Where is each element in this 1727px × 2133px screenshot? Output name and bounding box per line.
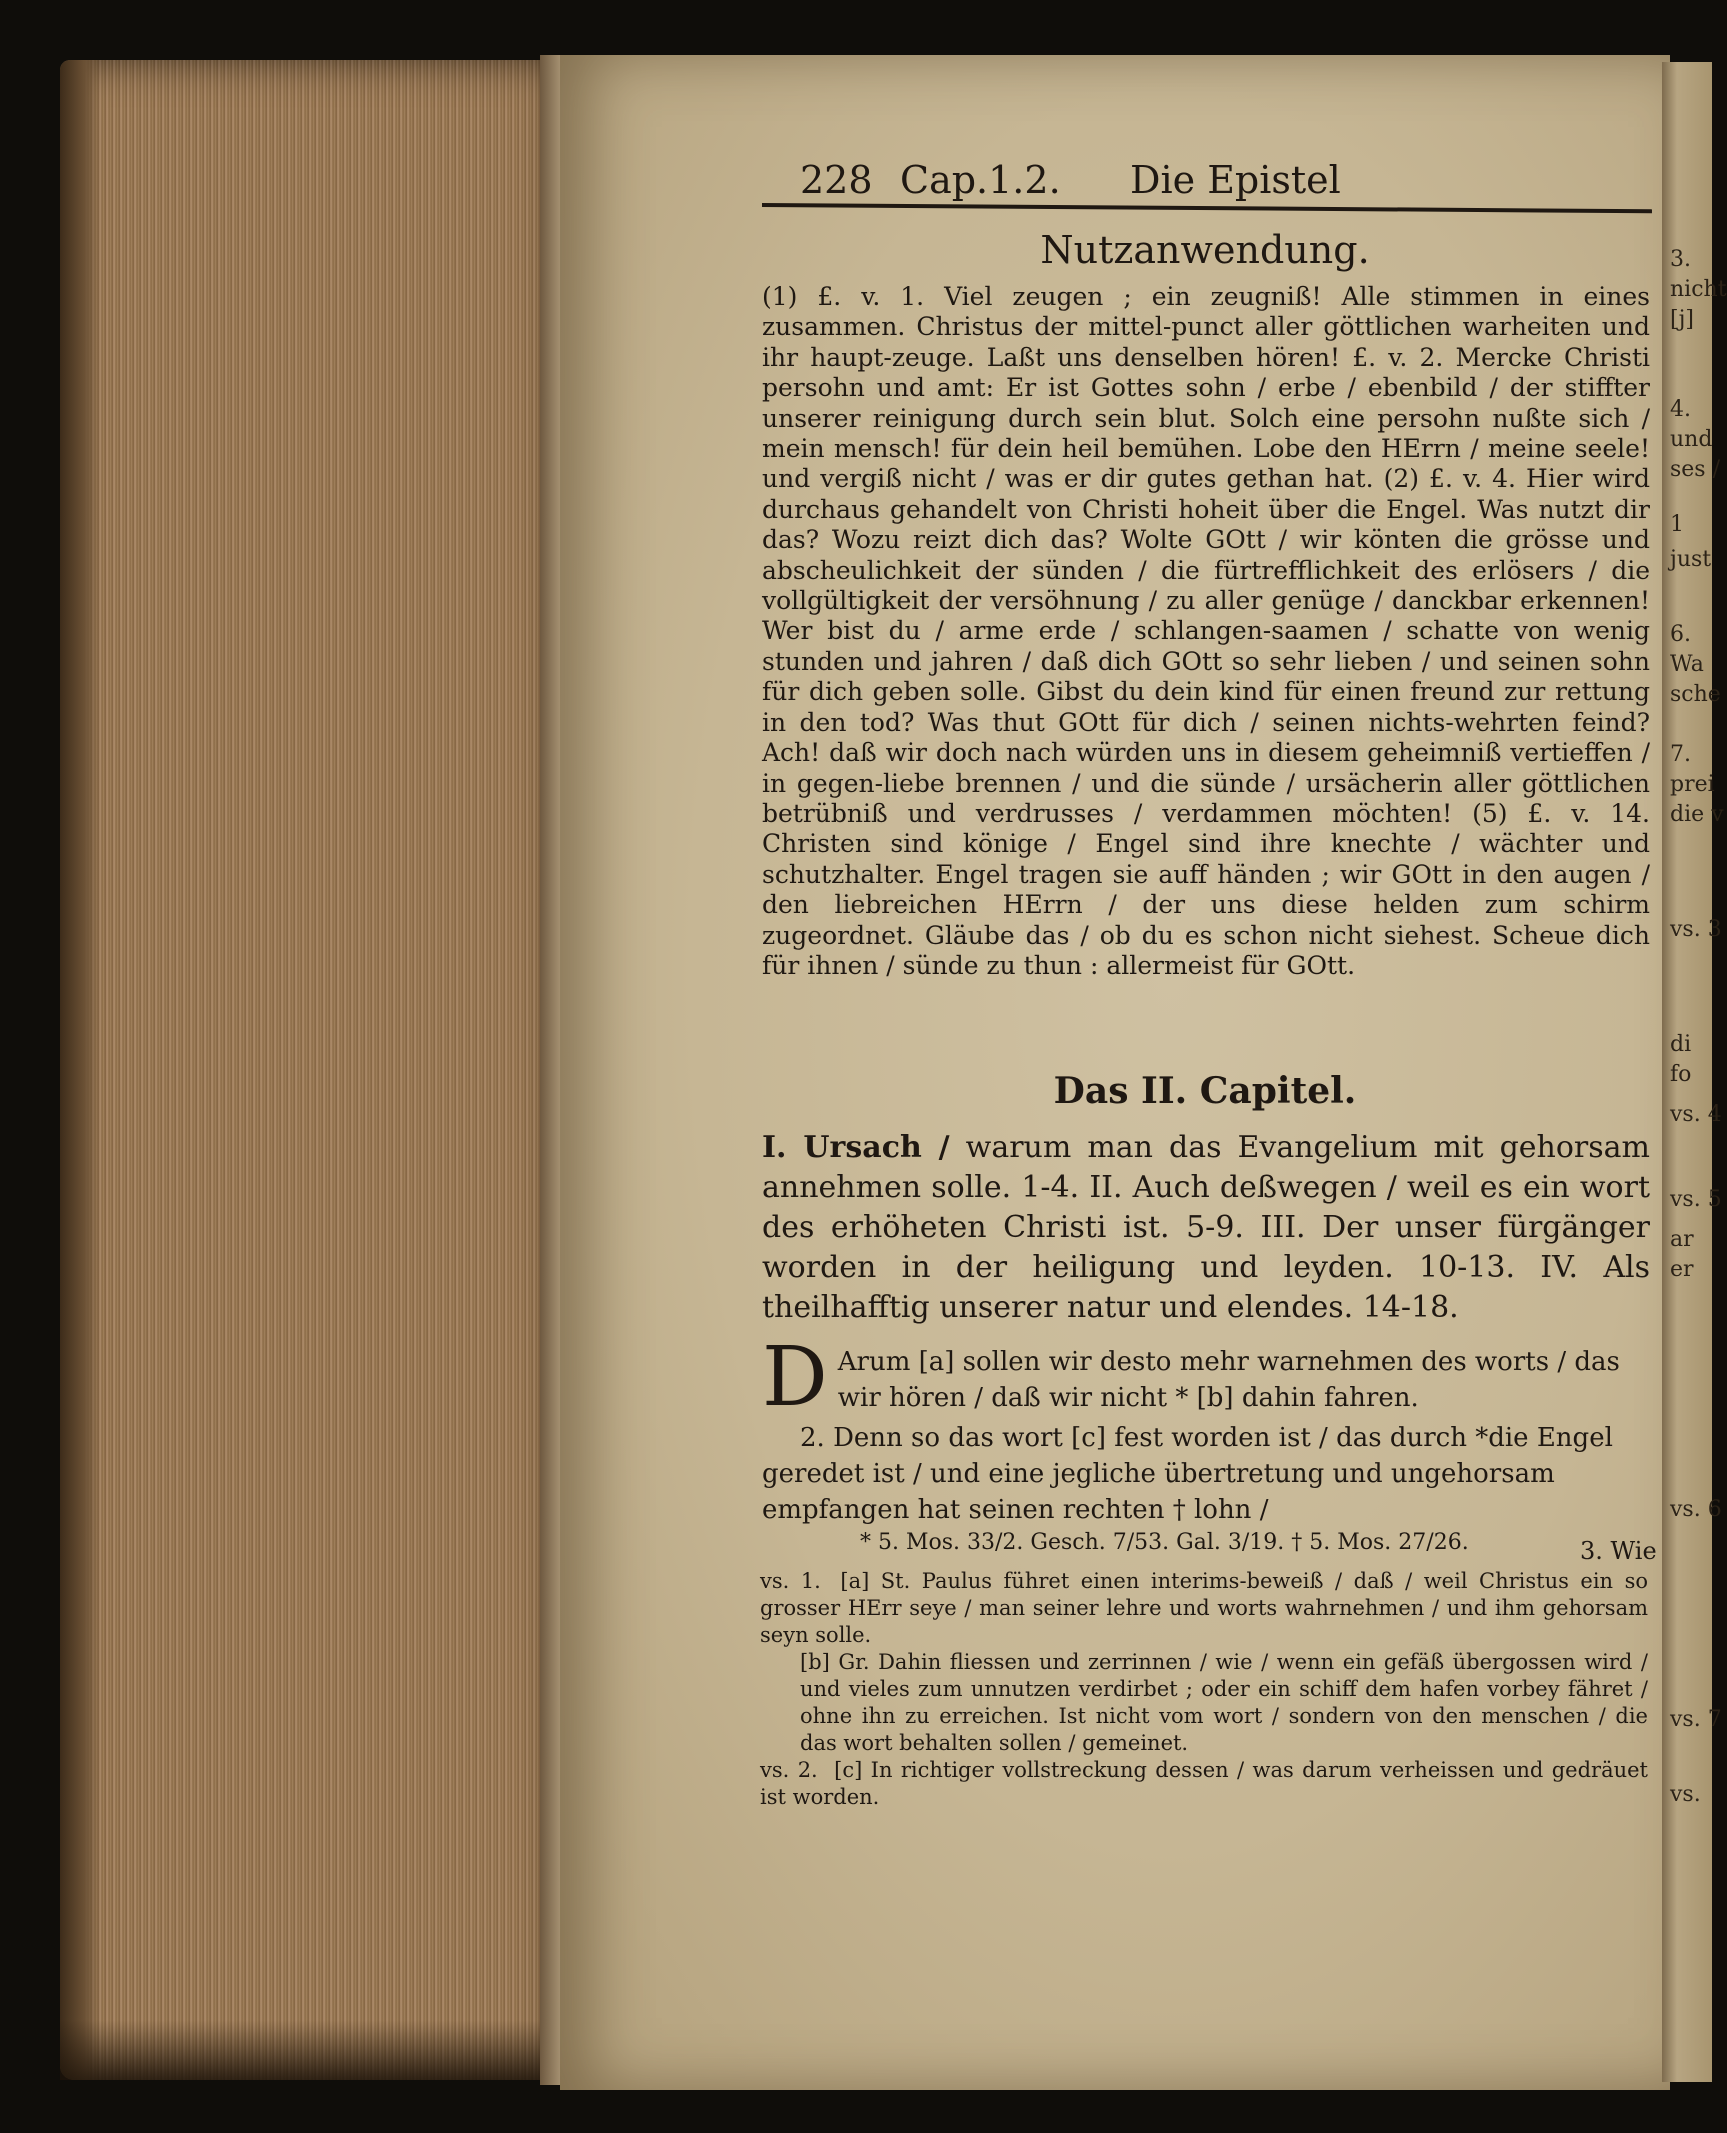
next-page-fragment: vs. 6 xyxy=(1670,1497,1722,1522)
next-page-fragment: vs. 5 xyxy=(1670,1187,1722,1212)
next-page-fragment: ar xyxy=(1670,1227,1694,1252)
next-page-fragment: vs. 7 xyxy=(1670,1707,1722,1732)
section-title: Nutzanwendung. xyxy=(1040,228,1370,272)
chapter-title: Das II. Capitel. xyxy=(1053,1070,1357,1112)
next-page-fragment: 3. xyxy=(1670,247,1691,272)
application-paragraph: (1) £. v. 1. Viel zeugen ; ein zeugniß! Alle stimmen in eines zusammen. Christus der mittel-punct aller göttlichen warheiten und ihr haupt-zeuge. Laßt uns denselben hören! £. v. 2. Mercke Christi persohn und amt: Er ist Gottes sohn / erbe / ebenbild / der stiffter unserer reinigung durch sein blut. Solch eine persohn nußte sich / mein mensch! für dein heil bemühen. Lobe den HErrn / meine seele! und vergiß nicht / was er dir gutes gethan hat. (2) £. v. 4. Hier wird durchaus gehandelt von Christi hoheit über die Engel. Was nutzt dir das? Wozu reizt dich das? Wolte GOtt / wir könten die grösse und abscheulichkeit der sünden / die fürtrefflichkeit des erlösers / die vollgültigkeit der versöhnung / zu aller genüge / danckbar erkennen! Wer bist du / arme erde / schlangen-saamen / schatte von wenig stunden und jahren / daß dich GOtt so sehr lieben / und seinen sohn für dich geben solle. Gibst du dein kind für einen freund zur rettung in den tod? Was thut GOtt für dich / seinen nichts-wehrten feind? Ach! daß wir doch nach würden uns in diesem geheimniß vertieffen / in gegen-liebe brennen / und die sünde / ursächerin aller göttlichen betrübniß und verdrusses / verdammen möchten! (5) £. v. 14. Christen sind könige / Engel sind ihre knechte / wächter und schutzhalter. Engel tragen sie auff händen ; wir GOtt in den augen / den liebreichen HErrn / der uns diese helden zum schirm zugeordnet. Gläube das / ob du es schon nicht siehest. Scheue dich für ihnen / sünde zu thun : allermeist für GOtt. xyxy=(762,282,1650,980)
footnotes xyxy=(760,1568,1648,1811)
next-page-fragment: 6. xyxy=(1670,622,1691,647)
page-number: 228 xyxy=(800,158,873,202)
next-page-fragment: vs. xyxy=(1670,1782,1701,1807)
footnote-text: [a] St. Paulus führet einen interims-beweiß / daß / weil Christus ein so grosser HErr seye / man seiner lehre und worts wahrnehmen / und ihm gehorsam seyn solle. xyxy=(760,1569,1648,1647)
book-page-edges xyxy=(60,60,560,2080)
next-page-fragment: just xyxy=(1670,547,1712,572)
next-page-fragment: 1 xyxy=(1670,512,1684,537)
next-page-fragment: fo xyxy=(1670,1062,1692,1087)
footnote xyxy=(760,1649,1648,1757)
next-page-fragment: ses / xyxy=(1670,457,1721,482)
next-page-fragment: vs. 3 xyxy=(1670,917,1722,942)
summary-lead: I. Ursach / xyxy=(762,1130,950,1165)
verse-1-text: Arum [a] sollen wir desto mehr warnehmen des worts / das wir hören / daß wir nicht * [b] dahin fahren. xyxy=(837,1347,1620,1413)
next-page-fragment: 7. xyxy=(1670,742,1691,767)
next-page-sliver xyxy=(1662,62,1727,2082)
verse-1 xyxy=(762,1330,1650,1425)
running-title: Die Epistel xyxy=(1130,158,1341,202)
next-page-fragment: 4. xyxy=(1670,397,1691,422)
next-page-fragment: die v xyxy=(1670,802,1724,827)
footnote xyxy=(760,1757,1648,1811)
summary-text: warum man das Evangelium mit gehorsam annehmen solle. 1-4. II. Auch deßwegen / weil es ein wort des erhöheten Christi ist. 5-9. III. Der unser fürgänger worden in der heiligung und leyden. 10-13. IV. Als theilhafftig unserer natur und elendes. 14-18. xyxy=(762,1130,1650,1325)
next-page-fragment: prei xyxy=(1670,772,1715,797)
cross-references: * 5. Mos. 33/2. Gesch. 7/53. Gal. 3/19. † 5. Mos. 27/26. xyxy=(860,1530,1469,1555)
chapter-reference: Cap.1.2. xyxy=(900,158,1061,202)
next-page-fragment: [j] xyxy=(1670,307,1694,332)
drop-cap: D xyxy=(762,1330,828,1425)
catchword: 3. Wie xyxy=(1580,1537,1657,1565)
footnote-verse-ref: vs. 1. xyxy=(760,1569,821,1593)
next-page-fragment: nicht xyxy=(1670,277,1727,302)
footnote-text: [c] In richtiger vollstreckung dessen / was darum verheissen und gedräuet ist worden. xyxy=(760,1758,1648,1809)
next-page-fragment: Wa xyxy=(1670,652,1704,677)
footnote-text: [b] Gr. Dahin fliessen und zerrinnen / wie / wenn ein gefäß übergossen wird / und vieles zum unnutzen verdirbet ; oder ein schiff dem hafen vorbey fähret / ohne ihn zu erreichen. Ist nicht vom wort / sondern von den menschen / die das wort behalten sollen / gemeinet. xyxy=(800,1650,1648,1755)
next-page-fragment: sche xyxy=(1670,682,1721,707)
next-page-fragment: und xyxy=(1670,427,1713,452)
next-page-fragment: di xyxy=(1670,1032,1692,1057)
chapter-summary xyxy=(762,1128,1650,1328)
verse-2: 2. Denn so das wort [c] fest worden ist / das durch *die Engel geredet ist / und eine jegliche übertretung und ungehorsam empfangen hat seinen rechten † lohn / xyxy=(762,1423,1613,1525)
footnote-verse-ref: vs. 2. xyxy=(760,1758,818,1782)
next-page-fragment: er xyxy=(1670,1257,1694,1282)
footnote xyxy=(760,1568,1648,1649)
next-page-fragment: vs. 4 xyxy=(1670,1102,1722,1127)
running-head xyxy=(800,150,1660,210)
